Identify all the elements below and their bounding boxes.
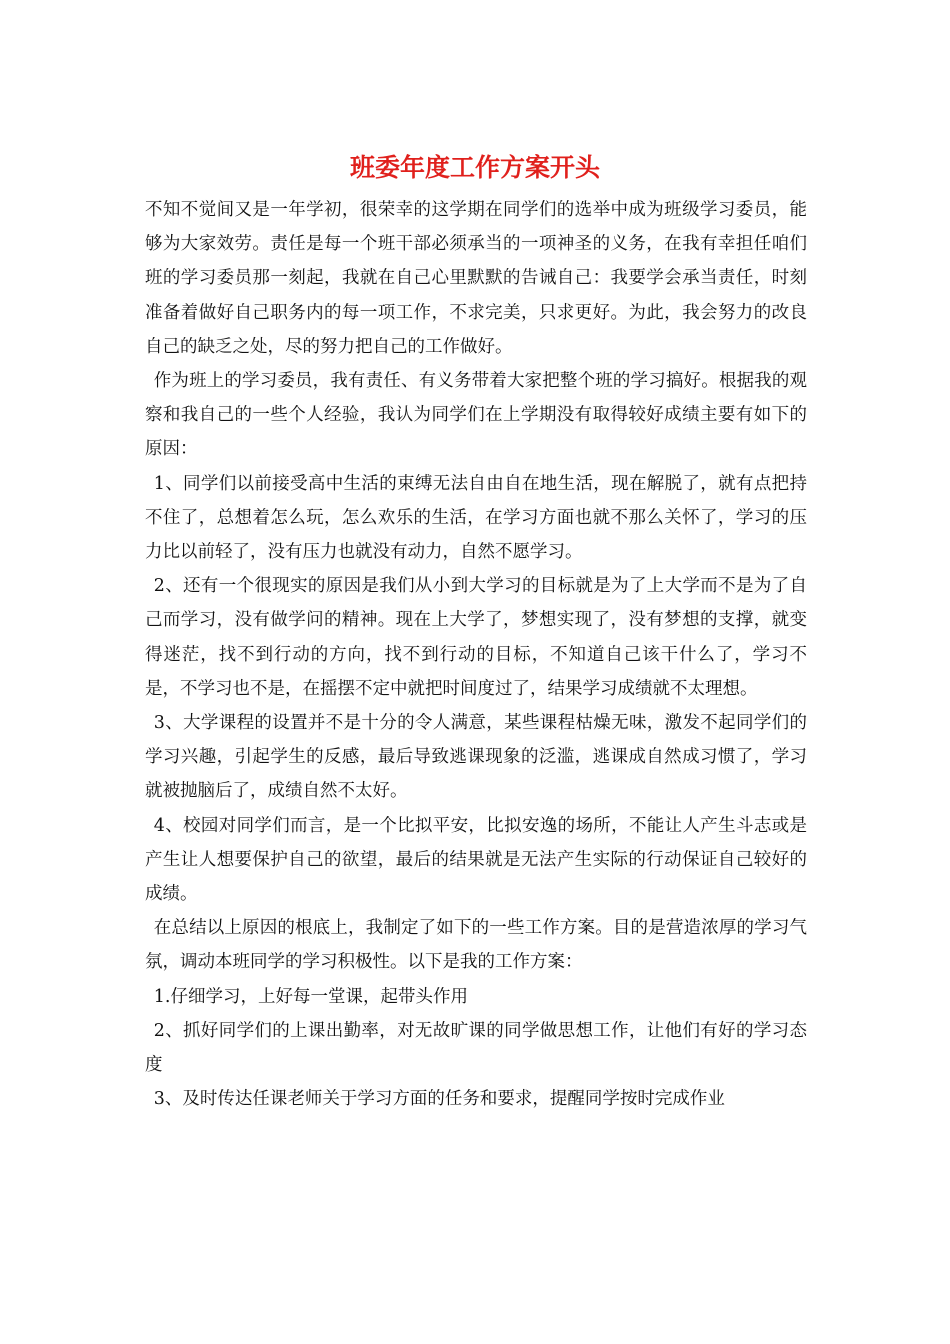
paragraph-reason-3: 3、大学课程的设置并不是十分的令人满意，某些课程枯燥无味，激发不起同学们的学习兴趣，引起学生的反感，最后导致逃课现象的泛滥，逃课成自然成习惯了，学习就被抛脑后了，成绩自然不太好。	[145, 713, 807, 802]
document-body	[145, 193, 807, 1116]
paragraph-reason-4: 4、校园对同学们而言，是一个比拟平安，比拟安逸的场所，不能让人产生斗志或是产生让人想要保护自己的欲望，最后的结果就是无法产生实际的行动保证自己较好的成绩。	[145, 815, 807, 905]
paragraph-plan-3: 3、及时传达任课老师关于学习方面的任务和要求，提醒同学按时完成作业	[153, 1089, 725, 1110]
paragraph-reason-2: 2、还有一个很现实的原因是我们从小到大学习的目标就是为了上大学而不是为了自己而学习，没有做学问的精神。现在上大学了，梦想实现了，没有梦想的支撑，就变得迷茫，找不到行动的方向，找不到行动的目标，不知道自己该干什么了，学习不是，不学习也不是，在摇摆不定中就把时间度过了，结果学习成绩就不太理想。	[145, 576, 807, 699]
document-title: 班委年度工作方案开头	[349, 153, 600, 182]
paragraph-plan-1: 1.仔细学习，上好每一堂课，起带头作用	[153, 986, 468, 1007]
paragraph-plan-intro: 在总结以上原因的根底上，我制定了如下的一些工作方案。目的是营造浓厚的学习气氛，调动本班同学的学习积极性。以下是我的工作方案：	[145, 918, 807, 973]
paragraph-plan-2: 2、抓好同学们的上课出勤率，对无故旷课的同学做思想工作，让他们有好的学习态度	[145, 1020, 807, 1076]
paragraph-intro: 不知不觉间又是一年学初，很荣幸的这学期在同学们的选举中成为班级学习委员，能够为大家效劳。责任是每一个班干部必须承当的一项神圣的义务，在我有幸担任咱们班的学习委员那一刻起，我就在自己心里默默的告诫自己：我要学会承当责任，时刻准备着做好自己职务内的每一项工作，不求完美，只求更好。为此，我会努力的改良自己的缺乏之处，尽的努力把自己的工作做好。	[145, 200, 807, 357]
paragraph-reason-1: 1、同学们以前接受高中生活的束缚无法自由自在地生活，现在解脱了，就有点把持不住了，总想着怎么玩，怎么欢乐的生活，在学习方面也就不那么关怀了，学习的压力比以前轻了，没有压力也就没有动力，自然不愿学习。	[145, 473, 807, 563]
paragraph-responsibility: 作为班上的学习委员，我有责任、有义务带着大家把整个班的学习搞好。根据我的观察和我自己的一些个人经验，我认为同学们在上学期没有取得较好成绩主要有如下的原因：	[145, 371, 807, 460]
